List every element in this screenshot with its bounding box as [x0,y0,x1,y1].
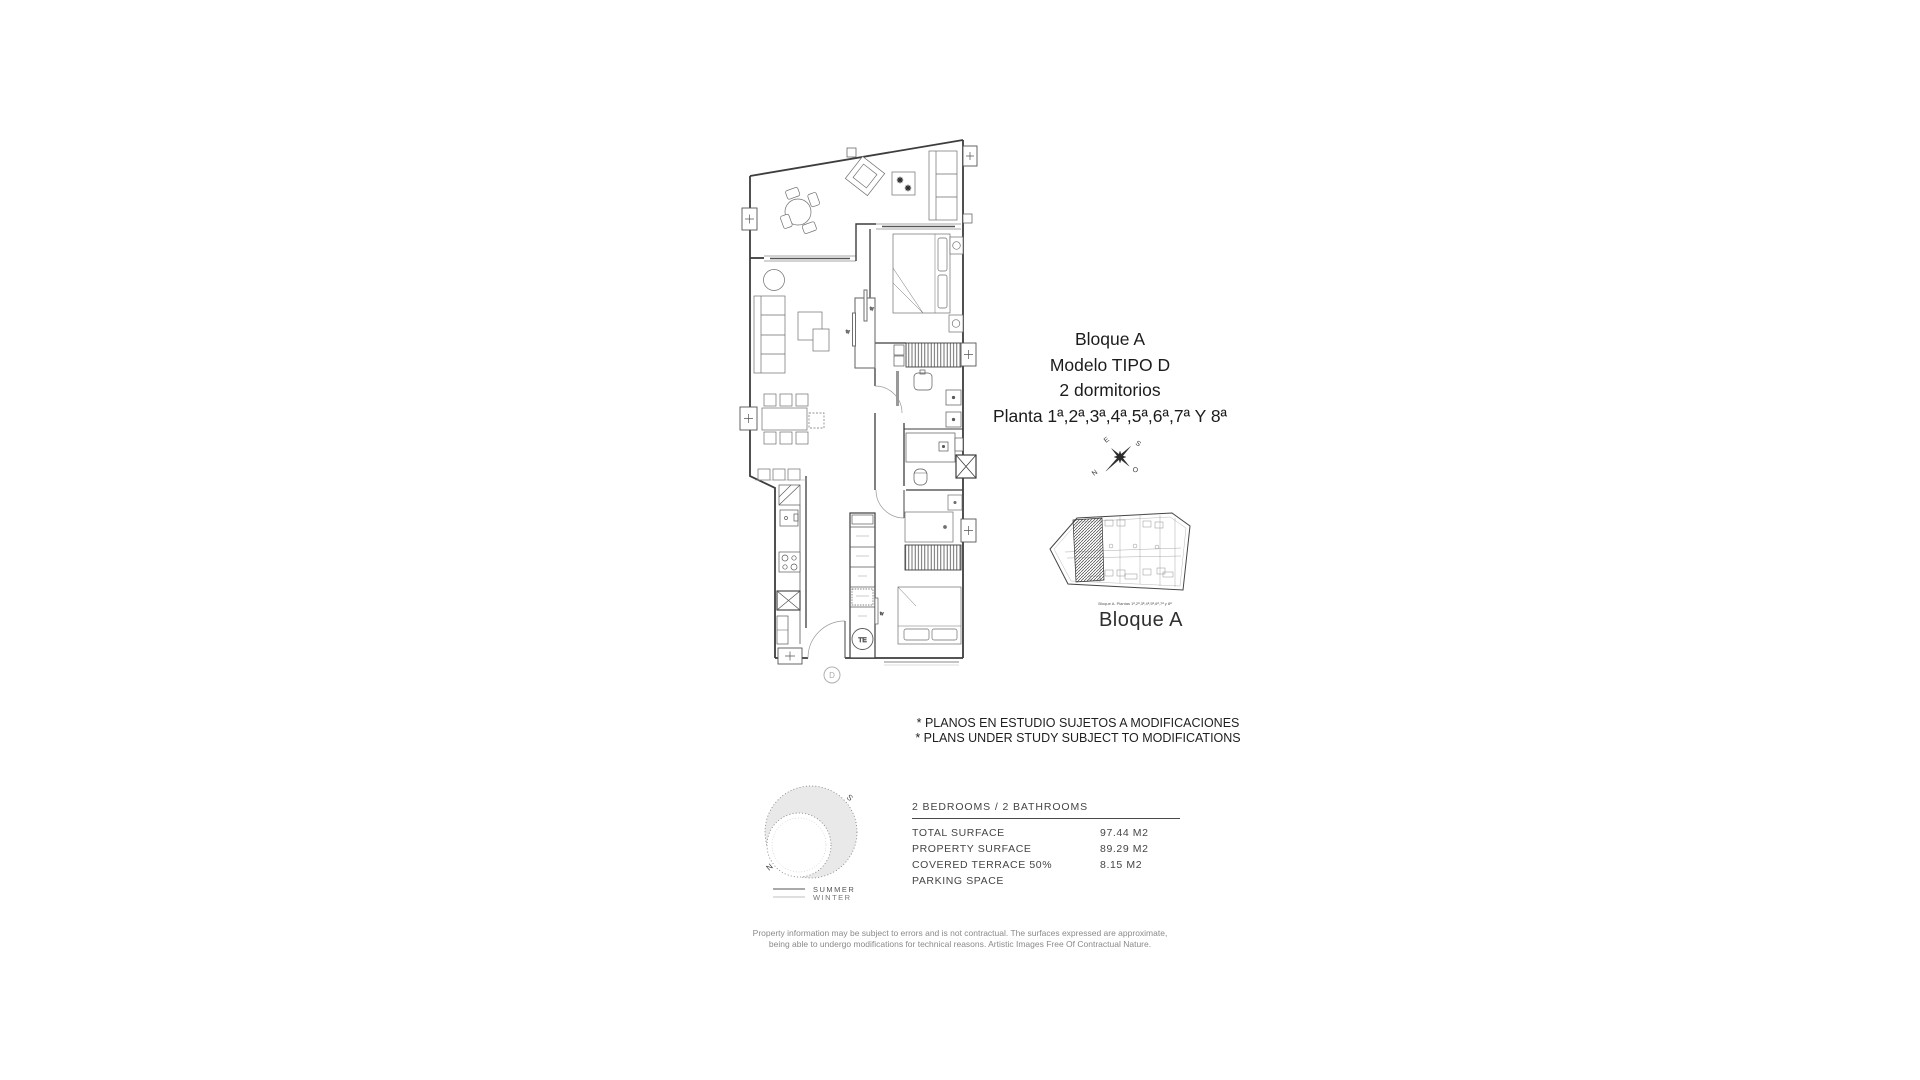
legal-line2: being able to undergo modifications for technical reasons. Artistic Images Free Of Contractual Nature. [768,939,1152,949]
model-name: Modelo TIPO D [1049,354,1171,375]
table-row [912,857,1180,873]
shaft-x [956,455,976,478]
door-letter: D [829,671,835,680]
planter-box [892,172,915,195]
compass-rose [1085,430,1195,505]
compass-south: S [1133,439,1142,449]
disclaimer-es: * PLANOS EN ESTUDIO SUJETOS A MODIFICACIONES [916,716,1240,730]
entrance-label [824,667,840,683]
shower-screen [896,371,899,406]
round-side-table [764,270,785,291]
terrace-furniture [780,148,972,234]
tv-label: tv [880,611,884,616]
floor-plan [728,128,998,703]
legal-line1: Property information may be subject to errors and is not contractual. The surfaces expressed are approximate, [752,928,1168,938]
spec-label: PROPERTY SURFACE [912,843,1032,855]
highlighted-unit [1073,518,1104,582]
sun-path-diagram [758,778,908,913]
compass-east: E [1102,436,1111,445]
disclaimer-en: * PLANS UNDER STUDY SUBJECT TO MODIFICATIONS [915,730,1241,745]
te-label: TE [858,637,867,644]
key-plan [1045,506,1205,611]
table-row [912,825,1180,841]
key-plan-caption: Bloque A. Plantas 1ª,2ª,3ª,4ª,5ª,6ª,7ª y 8ª [1098,601,1172,606]
sink [914,373,932,390]
bed [898,587,961,644]
compass-north: N [1090,468,1100,478]
title-block [985,327,1235,429]
sun-north-label: N [764,861,775,873]
bathroom1 [894,343,961,427]
compass-west: O [1131,466,1139,475]
winter-sun-circle [764,813,831,877]
spec-value: 8.15 M2 [1100,859,1143,871]
table-row [912,841,1180,857]
bathroom2 [906,433,963,485]
legend-summer: SUMMER [813,885,856,894]
spec-value: 89.29 M2 [1100,843,1149,855]
key-plan-label: Bloque A [1098,609,1184,631]
hob [779,552,800,572]
entrance-door-arc [808,621,845,658]
spec-value [1100,873,1180,889]
bedroom1 [893,234,963,332]
spec-label: PARKING SPACE [912,875,1005,887]
legend-winter: WINTER [813,893,852,902]
kitchen [777,485,800,644]
table-row [912,873,1180,889]
terrace-sofa [929,151,957,220]
bed [893,234,950,313]
block-name: Bloque A [1074,329,1146,349]
sun-south-label: S [844,792,855,803]
floors-line: Planta 1ª,2ª,3ª,4ª,5ª,6ª,7ª Y 8ª [992,405,1228,426]
dining-table [762,408,807,430]
footer-legal [600,928,1320,950]
spec-table-header: 2 BEDROOMS / 2 BATHROOMS [912,801,1180,819]
spec-label: TOTAL SURFACE [912,827,1005,839]
plant-icon [897,177,903,183]
disclaimer [915,716,1241,745]
bedroom2 [898,495,962,644]
tv-wall [846,290,875,368]
wardrobe-hatch [905,545,961,570]
tv-label: tv [870,306,874,311]
coffee-table [813,329,829,351]
spec-label: COVERED TERRACE 50% [912,859,1053,871]
utility-column [850,513,884,658]
nightstand [949,315,963,332]
lounge-chair [845,156,884,195]
spec-value: 97.44 M2 [1100,827,1149,839]
bedrooms-line: 2 dormitorios [1059,380,1161,400]
compass-star-icon [1106,446,1131,471]
toilet [914,469,927,485]
plant-icon [905,185,911,191]
spec-table [912,801,1180,889]
wardrobe-hatch [906,343,961,367]
living-furniture [754,270,829,481]
sofa [754,296,785,373]
kitchen-sink [780,510,798,526]
nightstand [950,237,963,254]
tv-label: tv [846,329,850,334]
